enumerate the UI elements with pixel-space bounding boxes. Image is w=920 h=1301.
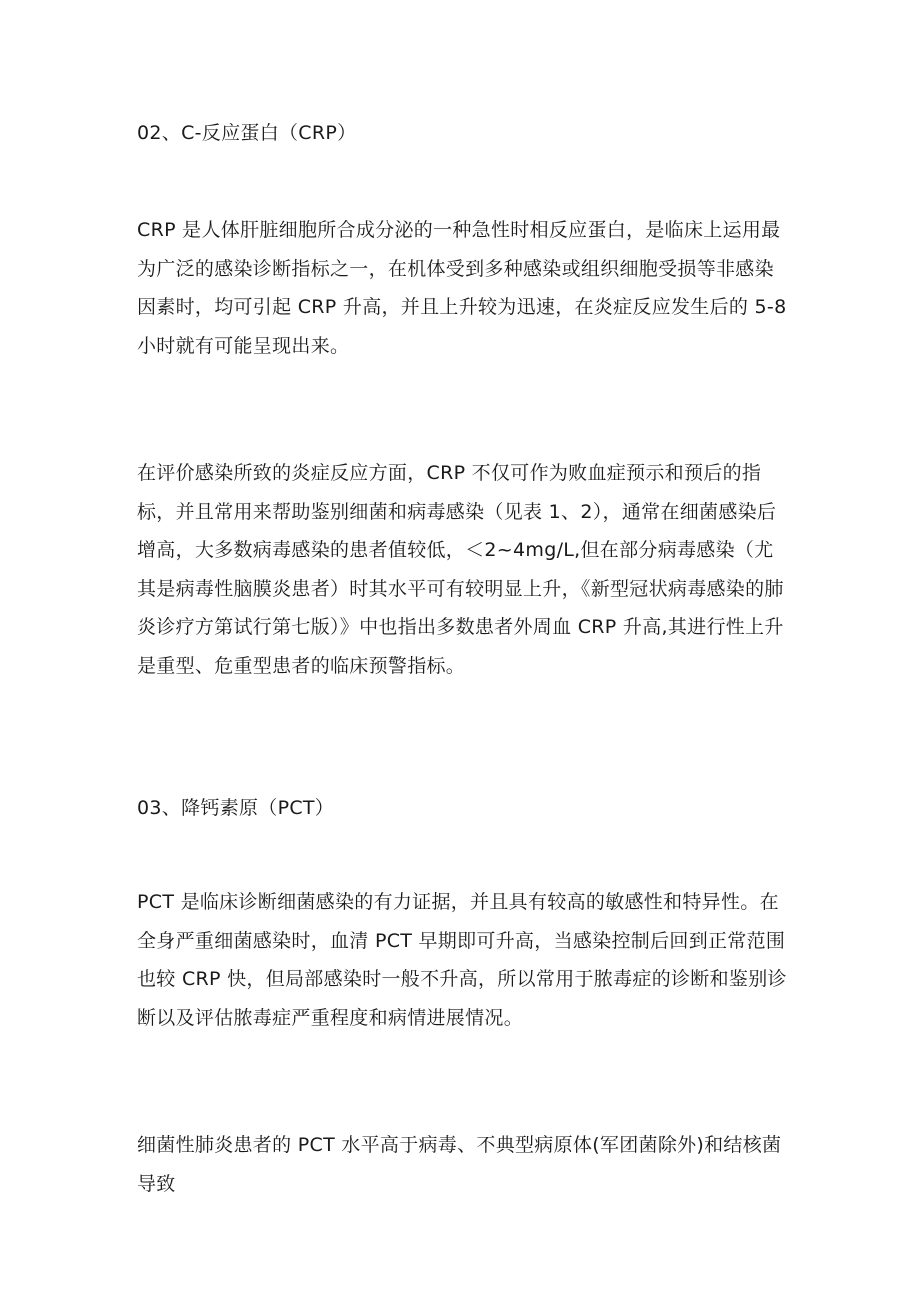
paragraph-crp-definition: CRP 是人体肝脏细胞所合成分泌的一种急性时相反应蛋白，是临床上运用最为广泛的感染诊断指标之一，在机体受到多种感染或组织细胞受损等非感染因素时，均可引起 CRP 升高，并且上升较为迅速，在炎症反应发生后的 5-8 小时就有可能呈现出来。 [137, 219, 787, 357]
section-heading-pct: 03、降钙素原（PCT） [137, 797, 335, 819]
paragraph-pct-definition: PCT 是临床诊断细菌感染的有力证据，并且具有较高的敏感性和特异性。在全身严重细菌感染时，血清 PCT 早期即可升高，当感染控制后回到正常范围也较 CRP 快，但局部感染时一般不升高，所以常用于脓毒症的诊断和鉴别诊断以及评估脓毒症严重程度和病情进展情况。 [137, 891, 787, 1029]
paragraph-pct-pneumonia: 细菌性肺炎患者的 PCT 水平高于病毒、不典型病原体(军团菌除外)和结核菌导致 [137, 1134, 782, 1195]
paragraph-crp-evaluation: 在评价感染所致的炎症反应方面，CRP 不仅可作为败血症预示和预后的指标，并且常用来帮助鉴别细菌和病毒感染（见表 1、2），通常在细菌感染后增高，大多数病毒感染的患者值较低，＜2~4mg/L,但在部分病毒感染（尤其是病毒性脑膜炎患者）时其水平可有较明显上升，《新型冠状病毒感染的肺炎诊疗方第试行第七版）》中也指出多数患者外周血 CRP 升高,其进行性上升是重型、危重型患者的临床预警指标。 [137, 462, 784, 677]
section-heading-crp: 02、C-反应蛋白（CRP） [137, 122, 357, 144]
